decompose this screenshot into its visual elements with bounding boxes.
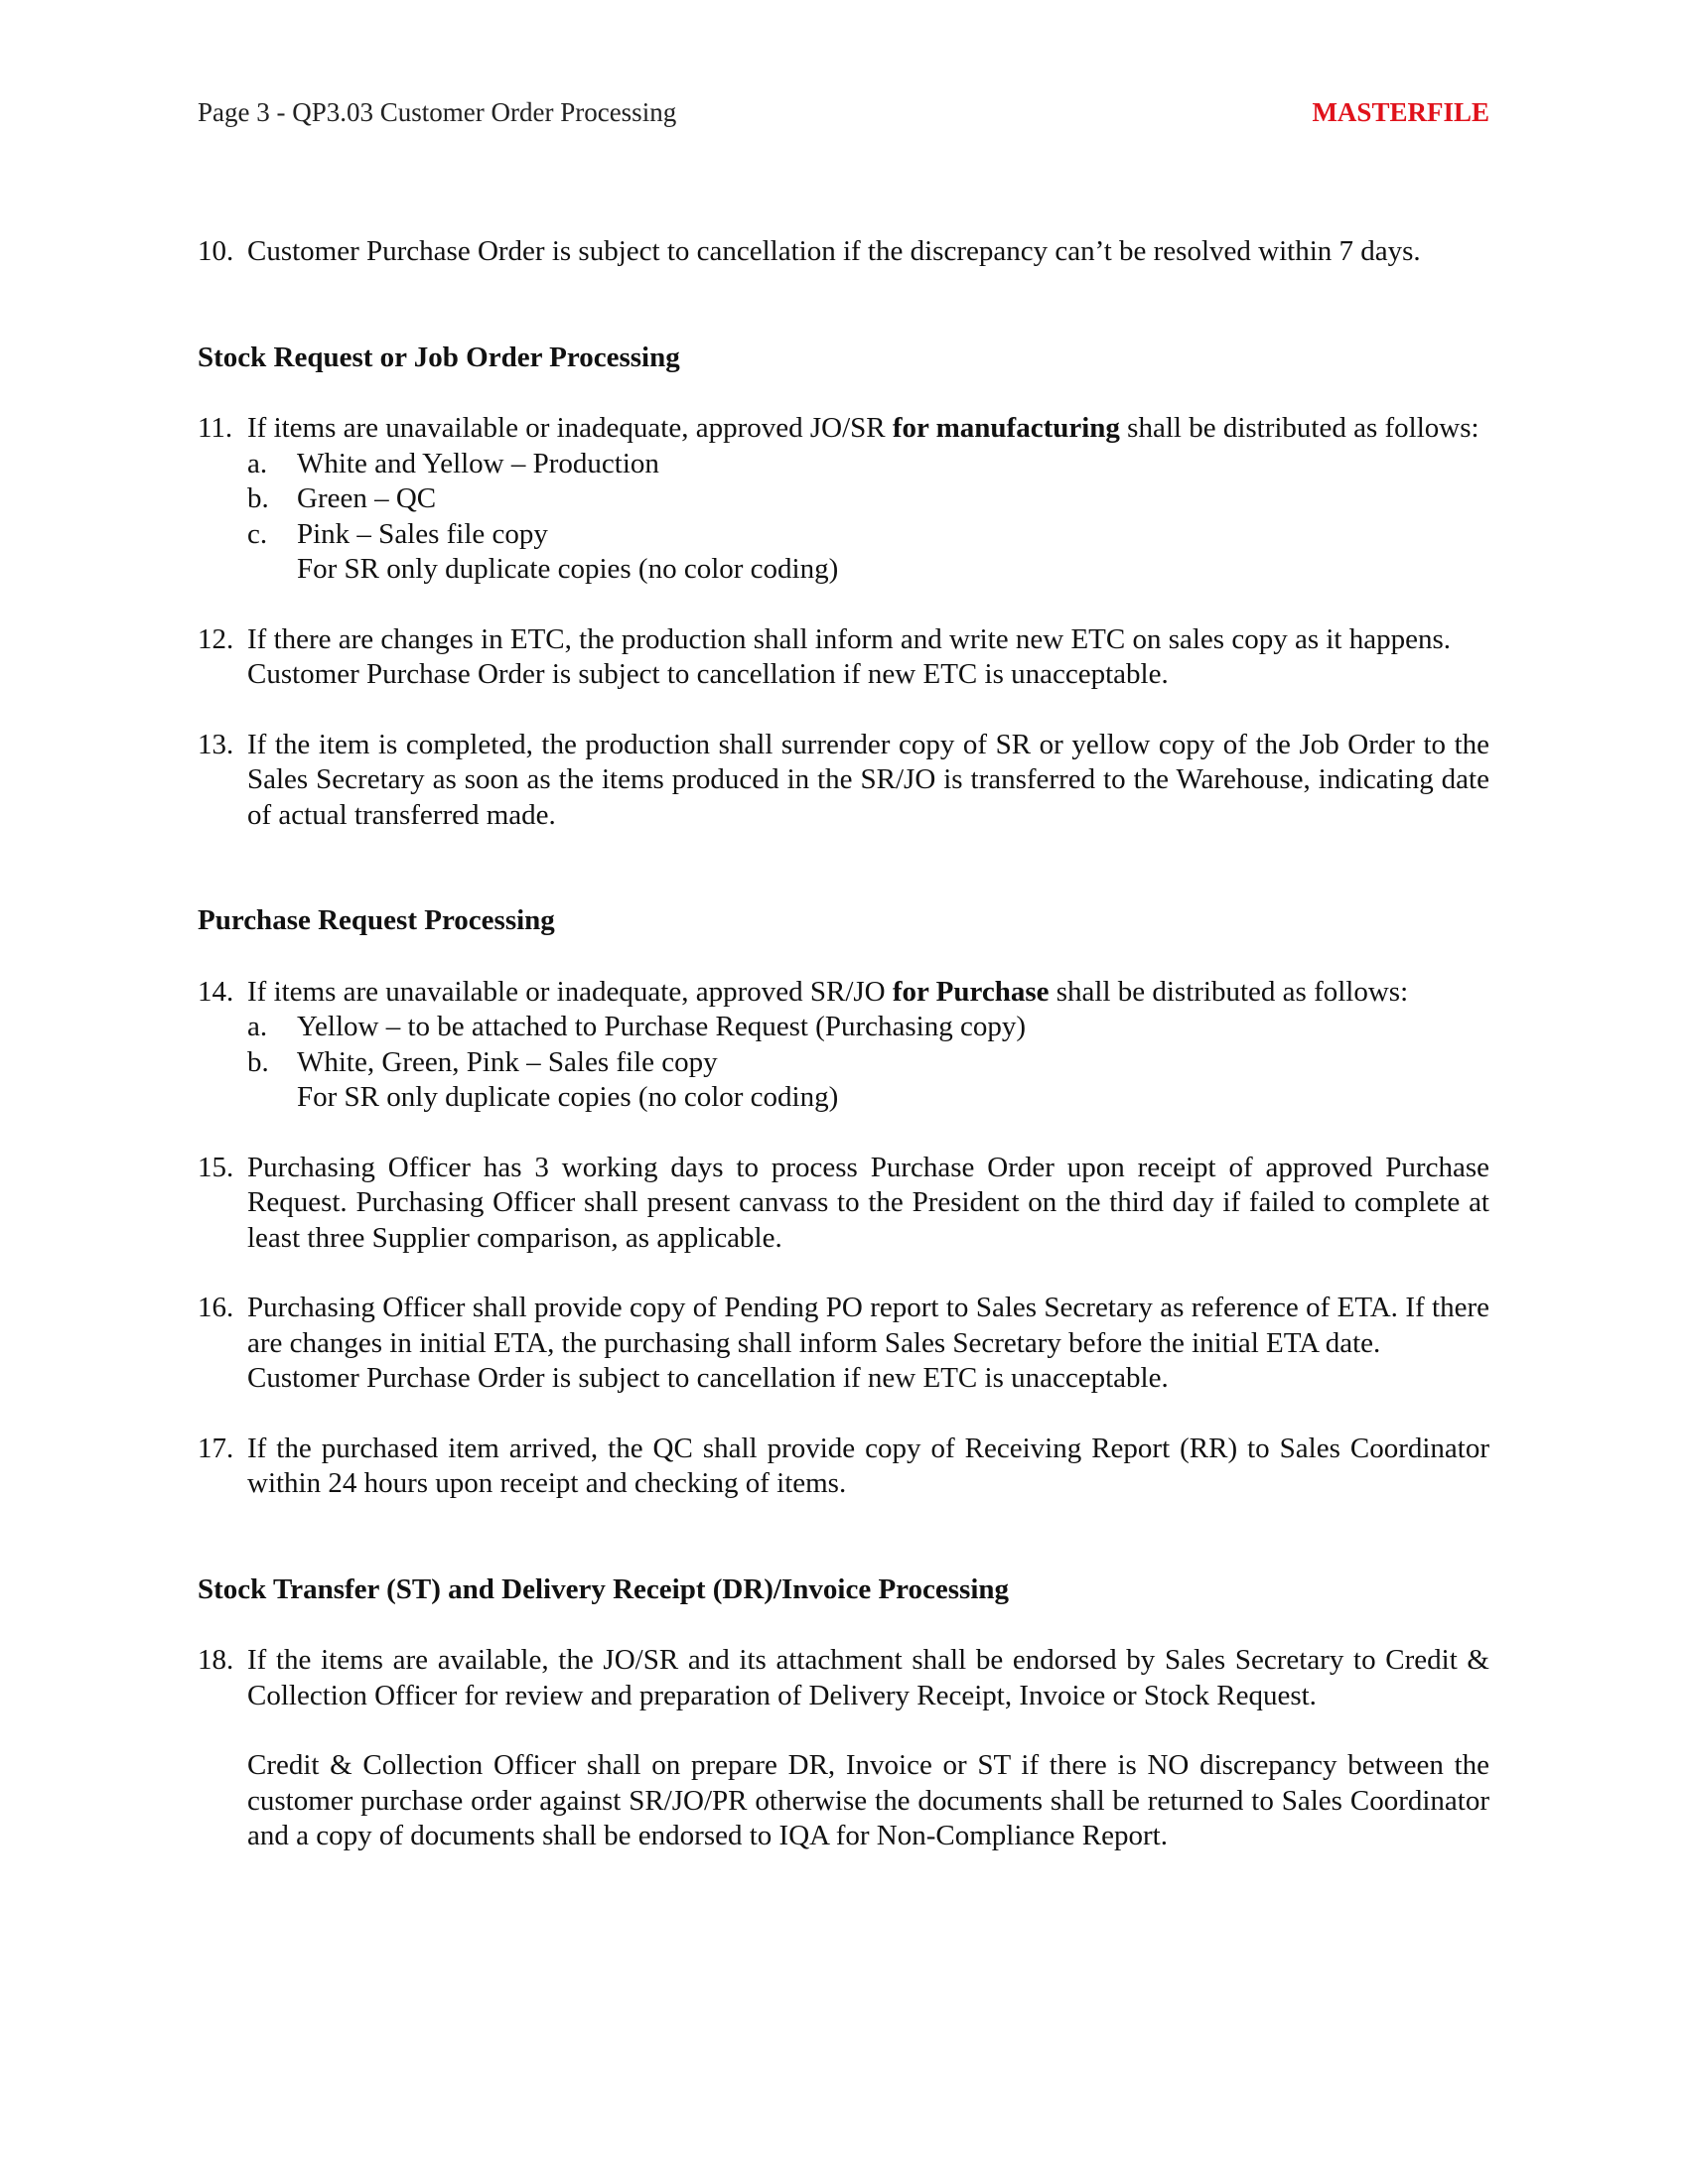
sub-item-letter: b. [247, 482, 269, 514]
sub-item-text: White and Yellow – Production [297, 447, 659, 479]
list-item-17 [198, 1432, 1489, 1502]
section-heading-stock-transfer: Stock Transfer (ST) and Delivery Receipt (DR)/Invoice Processing [198, 1572, 1010, 1605]
sub-item-text: White, Green, Pink – Sales file copy [297, 1045, 718, 1078]
item-text: Purchasing Officer has 3 working days to process Purchase Order upon receipt of approved Purchase Request. Purchasing Officer shall present canvass to the President on the third day if failed to complete at least three Supplier comparison, as applicable. [247, 1151, 1489, 1254]
item-number: 15. [198, 1151, 234, 1183]
item-text-secondary: Customer Purchase Order is subject to cancellation if new ETC is unacceptable. [247, 658, 1169, 690]
sub-list [198, 447, 1489, 588]
item-number: 12. [198, 622, 234, 655]
item-text: If the item is completed, the production shall surrender copy of SR or yellow copy of the Job Order to the Sales Secretary as soon as the items produced in the SR/JO is transferred to the Warehouse, indicating date of actual transferred made. [247, 728, 1489, 831]
item-number: 14. [198, 975, 234, 1008]
list-item-10 [198, 234, 1489, 270]
list-item-12 [198, 622, 1489, 693]
sub-item [198, 1045, 1489, 1081]
emphasis-text: for manufacturing [892, 412, 1120, 444]
sub-item-letter: a. [247, 1011, 268, 1042]
emphasis-text: for Purchase [892, 975, 1050, 1008]
list-item-18 [198, 1643, 1489, 1854]
item-text: If there are changes in ETC, the production shall inform and write new ETC on sales copy as it happens. [247, 622, 1452, 655]
item-text: If items are unavailable or inadequate, approved JO/SR for manufacturing shall be distributed as follows: [247, 412, 1479, 444]
sub-item [198, 517, 1489, 553]
item-text: Customer Purchase Order is subject to cancellation if the discrepancy can’t be resolved within 7 days. [247, 235, 1421, 267]
section-heading-stock-request: Stock Request or Job Order Processing [198, 341, 680, 373]
item-number: 16. [198, 1292, 234, 1323]
sub-item-text: Green – QC [297, 482, 437, 514]
item-number: 11. [198, 412, 233, 444]
item-text: If the purchased item arrived, the QC shall provide copy of Receiving Report (RR) to Sales Coordinator within 24 hours upon receipt and checking of items. [247, 1432, 1489, 1499]
item-text-secondary: Credit & Collection Officer shall on prepare DR, Invoice or ST if there is NO discrepancy between the customer purchase order against SR/JO/PR otherwise the documents shall be returned to Sales Coordinator and a copy of documents shall be endorsed to IQA for Non-Compliance Report. [247, 1749, 1489, 1851]
masterfile-label: MASTERFILE [1312, 97, 1489, 127]
list-item-16 [198, 1291, 1489, 1397]
header-title: Page 3 - QP3.03 Customer Order Processing [198, 97, 677, 127]
sub-item-letter: b. [247, 1045, 269, 1078]
page-header [198, 97, 1489, 137]
item-number: 13. [198, 728, 234, 760]
sub-item [198, 447, 1489, 482]
item-number: 18. [198, 1644, 234, 1676]
sub-item [198, 1010, 1489, 1045]
item-number: 10. [198, 235, 234, 267]
sub-item [198, 481, 1489, 517]
list-item-15 [198, 1151, 1489, 1257]
sub-item-letter: c. [247, 517, 268, 550]
sub-list-note: For SR only duplicate copies (no color coding) [297, 1081, 839, 1113]
list-item-13 [198, 728, 1489, 834]
document-body [198, 234, 1489, 1854]
item-text: If the items are available, the JO/SR and its attachment shall be endorsed by Sales Secretary to Credit & Collection Officer for review and preparation of Delivery Receipt, Invoice or Stock Request. [247, 1644, 1489, 1711]
item-text-secondary: Customer Purchase Order is subject to cancellation if new ETC is unacceptable. [247, 1362, 1169, 1394]
item-number: 17. [198, 1432, 234, 1464]
sub-item-letter: a. [247, 447, 268, 479]
item-text: If items are unavailable or inadequate, approved SR/JO for Purchase shall be distributed as follows: [247, 975, 1409, 1008]
item-text: Purchasing Officer shall provide copy of Pending PO report to Sales Secretary as reference of ETA. If there are changes in initial ETA, the purchasing shall inform Sales Secretary before the initial ETA date. [247, 1292, 1489, 1359]
sub-item-text: Yellow – to be attached to Purchase Request (Purchasing copy) [297, 1011, 1026, 1042]
list-item-11 [198, 411, 1489, 447]
sub-list-note: For SR only duplicate copies (no color coding) [297, 553, 839, 585]
section-heading-purchase-request: Purchase Request Processing [198, 904, 555, 936]
sub-item-text: Pink – Sales file copy [297, 517, 548, 550]
list-item-14 [198, 975, 1489, 1011]
sub-list [198, 1010, 1489, 1116]
